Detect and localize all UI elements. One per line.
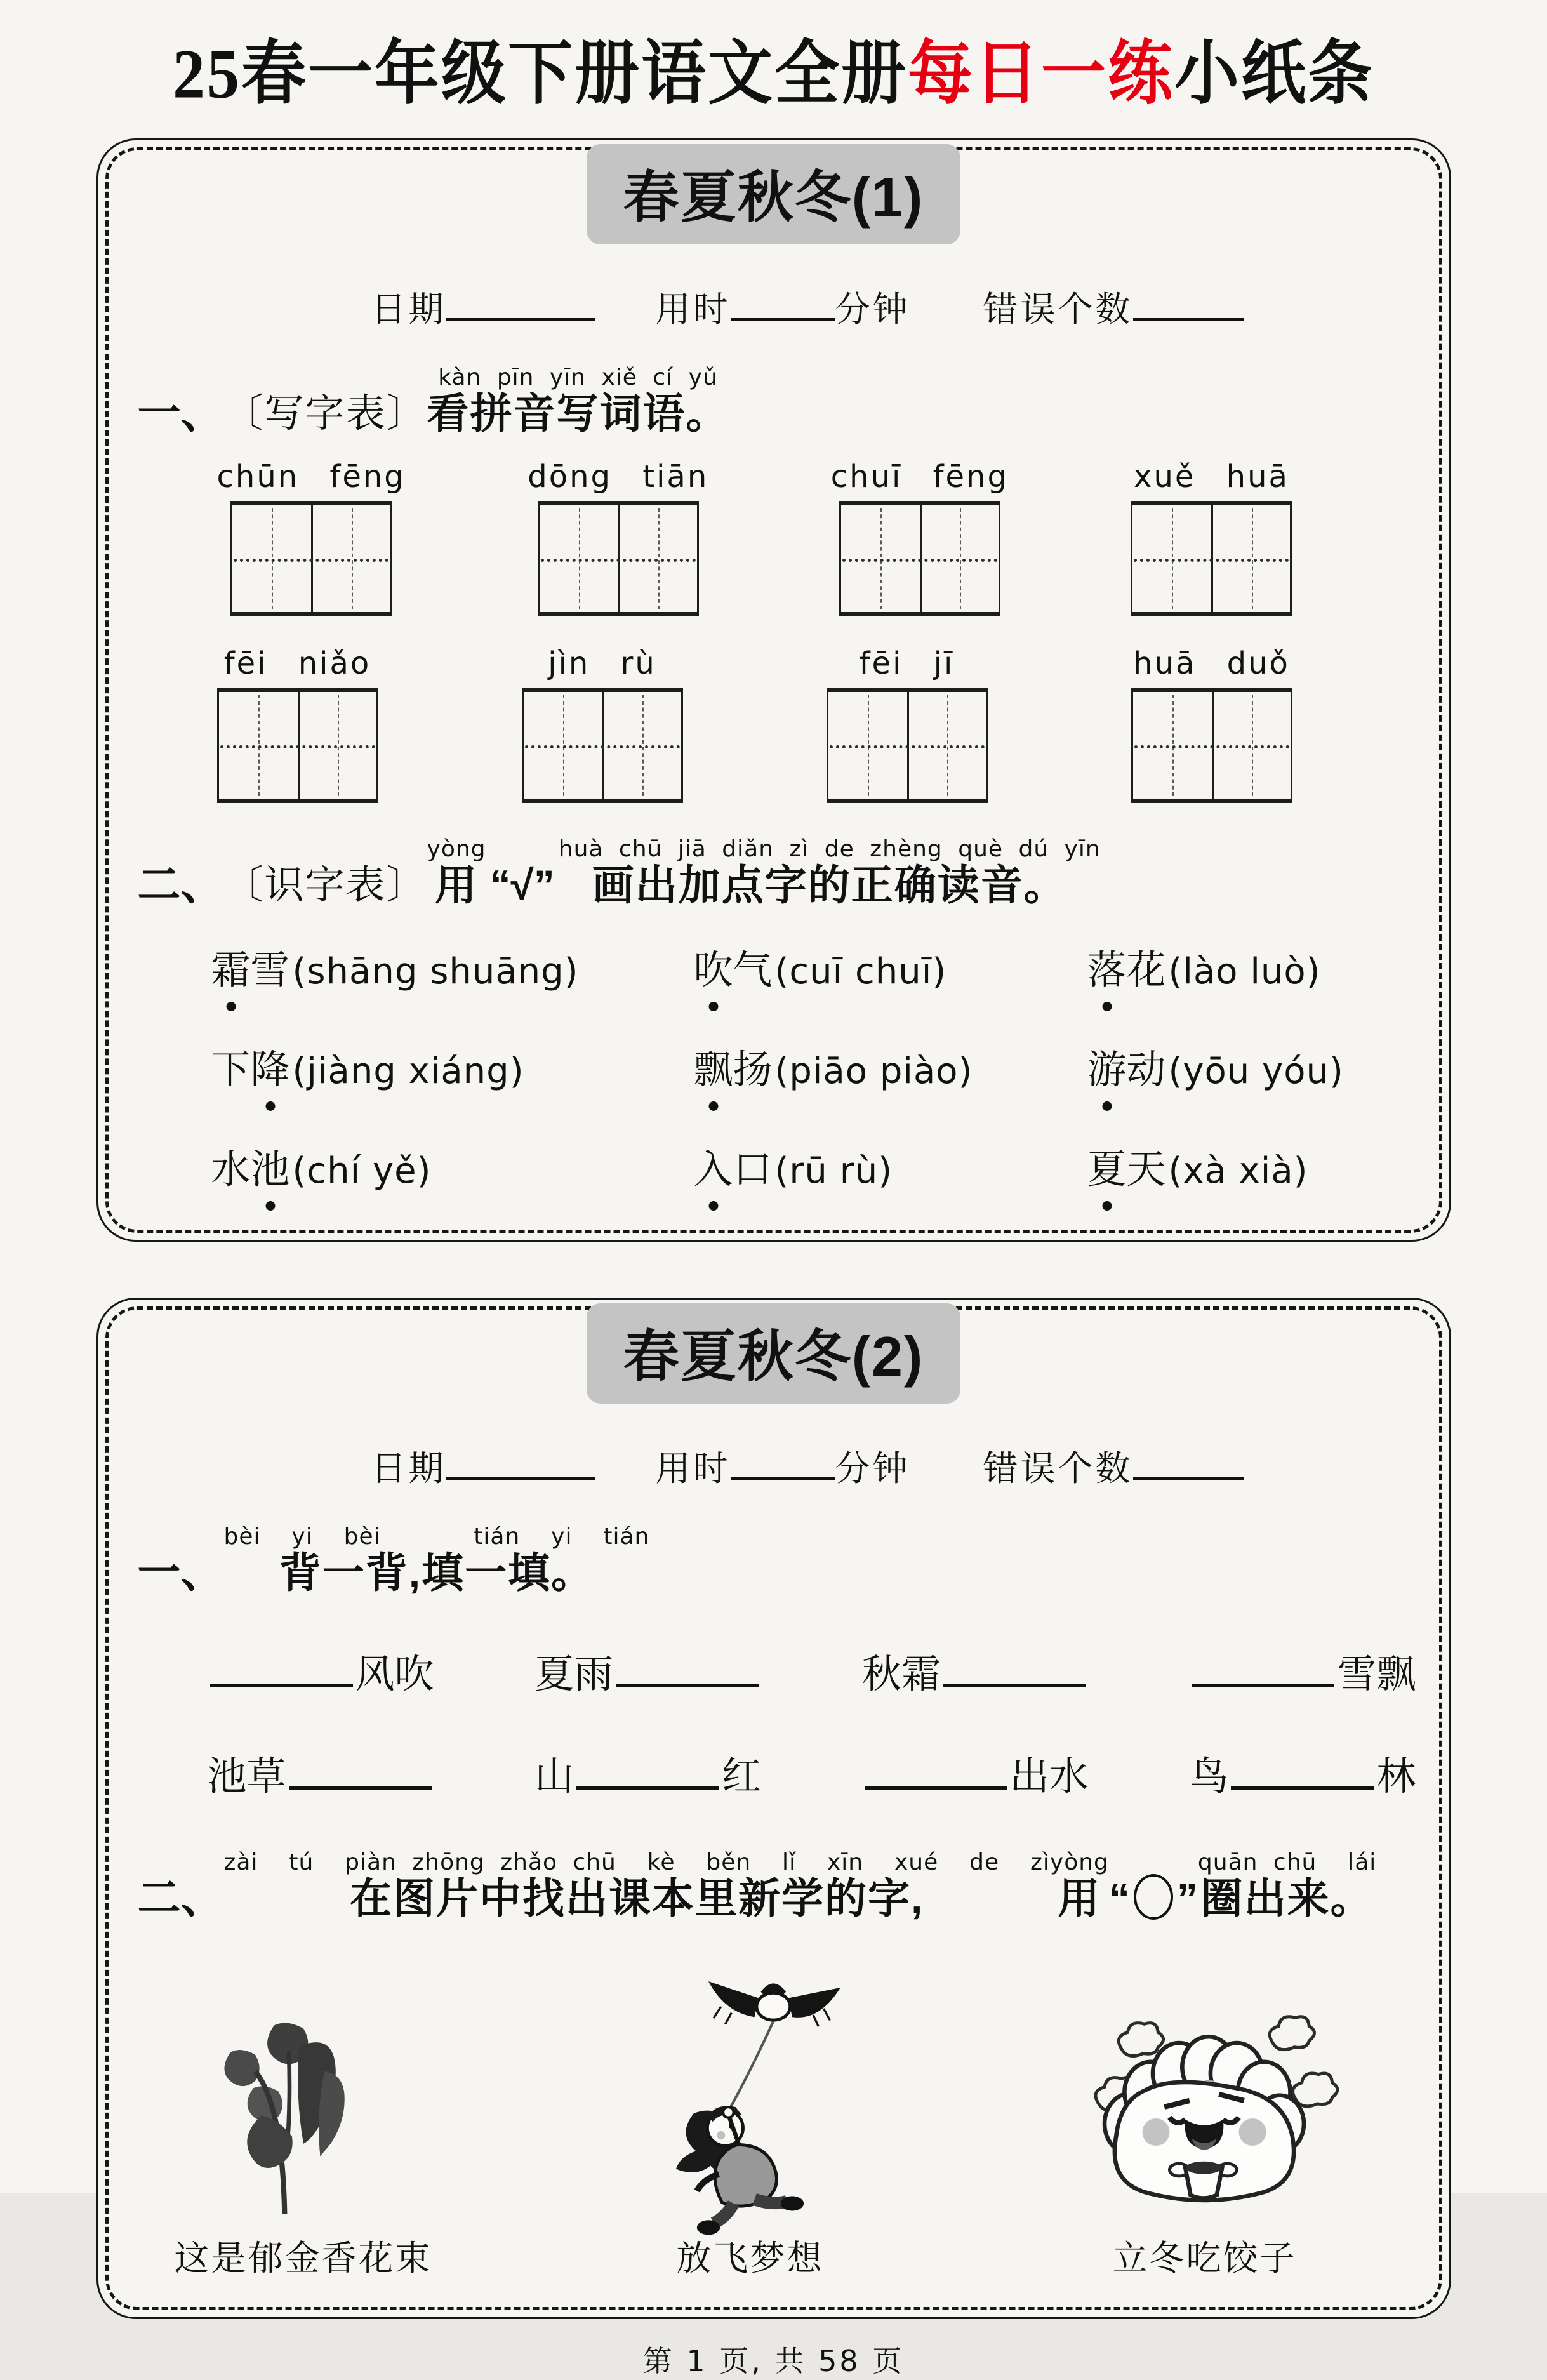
grid-cell (1133, 692, 1212, 799)
pinyin-options: (rū rù) (774, 1150, 893, 1192)
date-blank (446, 283, 595, 321)
answer-blank (210, 1649, 353, 1687)
tulip-bouquet-icon (199, 2009, 408, 2218)
fill-item (534, 1745, 761, 1801)
answer-blank (1192, 1649, 1334, 1687)
pinyin-options: (shāng shuāng) (292, 951, 579, 993)
word-char: 霜 (211, 938, 251, 995)
quote-close: ” (1176, 1874, 1198, 1922)
girl-flying-kite-icon (646, 1967, 855, 2218)
dotted-word-item (694, 1038, 1087, 1094)
recite-title-pinyin: bèi yi bèi tián yi tián (223, 1524, 650, 1550)
grid-cell (1132, 505, 1211, 612)
pinyin-options: (xà xià) (1168, 1150, 1308, 1192)
title-part-2: 小纸条 (1174, 36, 1374, 114)
grid-cell (828, 692, 907, 799)
grid-cell (1211, 505, 1290, 612)
pinyin-word-group (528, 459, 708, 616)
word-char: 天 (1126, 1148, 1166, 1192)
word-char: 雪 (250, 949, 290, 993)
circle-seg-main (224, 1851, 1050, 1922)
pinyin-options: (piāo piào) (774, 1051, 973, 1093)
word-char: 入 (694, 1138, 733, 1194)
word-char: 口 (733, 1148, 773, 1192)
fill-post: 出水 (1009, 1755, 1089, 1799)
recite-section-heading (98, 1525, 1449, 1597)
circle-seg-tail (1198, 1851, 1376, 1922)
fill-item (208, 1745, 434, 1801)
word-char: 吹 (694, 938, 733, 995)
writing-grid (1131, 501, 1292, 616)
answer-blank (943, 1649, 1086, 1687)
circle-seg-tail-pinyin: quān chū lái (1197, 1849, 1377, 1876)
meta-line-2 (98, 1440, 1449, 1491)
yong-pinyin: yòng (1049, 1849, 1109, 1876)
fill-post: 雪飘 (1337, 1653, 1416, 1697)
section2-pinyin: huà chū jiā diǎn zì de zhèng què dú yīn (558, 836, 1101, 863)
pinyin-label: fēi jī (859, 646, 955, 682)
yong-text: 用 (435, 861, 479, 908)
section1-title-pinyin: kàn pīn yīn xiě cí yǔ (438, 364, 718, 390)
word-char: 水 (211, 1148, 251, 1192)
answer-blank (289, 1752, 432, 1790)
circle-seg-main-pinyin: zài tú piàn zhōng zhǎo chū kè běn lǐ xīn xué de zì (223, 1849, 1050, 1876)
dotted-word-item (1087, 1038, 1449, 1094)
time-blank (731, 283, 835, 321)
section2-number: 二、 (137, 860, 224, 909)
section2-text: 画出加点字的正确读音。 (592, 861, 1067, 908)
dotted-word-item (211, 1038, 694, 1094)
grid-cell (841, 505, 920, 612)
pinyin-label: jìn rù (548, 646, 656, 682)
minutes-label: 分钟 (835, 1449, 910, 1489)
figure-kite (646, 1967, 855, 2280)
grid-cell (524, 692, 602, 799)
grid-cell (540, 505, 618, 612)
fill-pre: 夏雨 (534, 1653, 614, 1697)
word-char: 扬 (733, 1049, 773, 1093)
yong-text: 用 (1058, 1874, 1101, 1922)
word-char: 气 (733, 949, 773, 993)
pinyin-word-group (831, 459, 1009, 616)
answer-blank (865, 1752, 1007, 1790)
dotted-word-item (1087, 938, 1449, 995)
grid-cell (602, 692, 681, 799)
writing-grid (839, 501, 1000, 616)
pinyin-label: dōng tiān (528, 459, 709, 495)
dotted-word-item (694, 1138, 1087, 1194)
errors-label: 错误个数 (983, 1449, 1133, 1489)
errors-label: 错误个数 (983, 290, 1133, 329)
section1-title-text: 看拼音写词语。 (427, 389, 729, 437)
yong-pinyin: yòng (427, 836, 486, 863)
dotted-word-item (1087, 1138, 1449, 1194)
figures-row (98, 1948, 1449, 2280)
dotted-word-item (694, 938, 1087, 995)
grid-cell (219, 692, 298, 799)
pinyin-grid-row-2 (98, 646, 1449, 803)
pinyin-options: (chí yě) (292, 1150, 432, 1192)
time-label: 用时 (655, 1449, 731, 1489)
pinyin-word-group (1131, 646, 1292, 803)
writing-grid (230, 501, 392, 616)
lesson-badge-1: 春夏秋冬(1) (587, 144, 961, 244)
pinyin-grid-row-1 (98, 459, 1449, 616)
circle-seg-tail-text: 圈出来。 (1200, 1874, 1374, 1922)
pinyin-word-group (217, 459, 406, 616)
circle-symbol (1134, 1874, 1173, 1920)
dumpling-mascot-icon (1068, 1998, 1341, 2218)
fill-item (862, 1642, 1089, 1699)
fill-item (1189, 1745, 1416, 1801)
circle-section-heading (98, 1851, 1449, 1922)
check-mark-symbol: “√” (489, 861, 555, 908)
pinyin-options: (yōu yóu) (1168, 1051, 1344, 1093)
section1-heading (98, 366, 1449, 437)
section2-tag: 〔识字表〕 (223, 863, 427, 907)
dotted-word-items (98, 938, 1449, 1203)
circle-section-number: 二、 (137, 1873, 224, 1922)
date-blank (446, 1442, 595, 1480)
fill-pre: 鸟 (1189, 1755, 1229, 1799)
word-char: 动 (1126, 1049, 1166, 1093)
meta-line-1 (98, 281, 1449, 331)
fill-post: 林 (1376, 1755, 1416, 1799)
date-label: 日期 (371, 1449, 446, 1489)
section1-title (427, 366, 729, 437)
lesson-badge-2: 春夏秋冬(2) (587, 1303, 961, 1404)
word-char: 花 (1126, 949, 1166, 993)
time-blank (731, 1442, 835, 1480)
writing-grid (827, 688, 988, 803)
fill-pre: 秋霜 (861, 1653, 941, 1697)
pinyin-options: (jiàng xiáng) (292, 1051, 524, 1093)
fill-item (1189, 1642, 1416, 1699)
title-part-red: 每日一练 (908, 36, 1174, 114)
grid-cell (1212, 692, 1291, 799)
pinyin-word-group (827, 646, 988, 803)
word-char: 下 (211, 1049, 251, 1093)
grid-cell (907, 692, 986, 799)
fill-pre: 池草 (207, 1755, 286, 1799)
word-char: 飘 (694, 1038, 733, 1094)
grid-cell (618, 505, 697, 612)
pinyin-word-group (217, 646, 378, 803)
writing-grid (538, 501, 699, 616)
word-char: 游 (1087, 1038, 1127, 1094)
pinyin-options: (lào luò) (1168, 951, 1321, 993)
circle-seg-main-text: 在图片中找出课本里新学的字, (350, 1874, 924, 1922)
errors-blank (1133, 1442, 1244, 1480)
answer-blank (616, 1649, 759, 1687)
pinyin-label: chūn fēng (216, 459, 406, 495)
page-number: 第 1 页, 共 58 页 (642, 2344, 905, 2379)
pinyin-word-group (1131, 459, 1292, 616)
minutes-label: 分钟 (835, 290, 910, 329)
pinyin-label: xuě huā (1134, 459, 1289, 495)
fill-pre: 山 (534, 1755, 574, 1799)
section2-seg-main (559, 837, 1101, 909)
title-part-1: 25春一年级下册语文全册 (173, 36, 908, 114)
section2-seg-yong (427, 837, 486, 909)
writing-grid (217, 688, 378, 803)
fill-item (862, 1745, 1089, 1801)
section1-number: 一、 (137, 389, 224, 437)
pinyin-word-group (522, 646, 683, 803)
fill-post: 红 (722, 1755, 762, 1799)
page-title (0, 18, 1547, 118)
fill-item (534, 1642, 761, 1699)
figure-caption: 放飞梦想 (676, 2239, 824, 2278)
circle-seg-yong (1050, 1851, 1109, 1922)
writing-grid (1131, 688, 1292, 803)
fill-blank-row-2 (98, 1745, 1449, 1801)
word-char: 池 (251, 1138, 290, 1194)
fill-item (208, 1642, 434, 1699)
figure-dumpling (1068, 1998, 1341, 2280)
exercise-box-1 (96, 138, 1451, 1242)
pinyin-label: fēi niǎo (223, 646, 371, 682)
answer-blank (576, 1752, 719, 1790)
recite-title-text: 背一背,填一填。 (279, 1548, 595, 1596)
word-char: 落 (1087, 938, 1127, 995)
quote-open: “ (1108, 1874, 1130, 1922)
exercise-box-2 (96, 1298, 1451, 2319)
section2-heading (98, 837, 1449, 909)
word-char: 降 (251, 1038, 290, 1094)
figure-tulip (175, 2009, 432, 2280)
pinyin-label: huā duǒ (1133, 646, 1290, 682)
time-label: 用时 (655, 290, 731, 329)
writing-grid (522, 688, 683, 803)
pinyin-label: chuī fēng (830, 459, 1009, 495)
pinyin-options: (cuī chuī) (774, 951, 947, 993)
dotted-word-item (211, 938, 694, 995)
figure-caption: 立冬吃饺子 (1112, 2239, 1297, 2278)
figure-caption: 这是郁金香花束 (174, 2239, 432, 2278)
errors-blank (1133, 283, 1244, 321)
fill-blank-row-1 (98, 1642, 1449, 1699)
section1-tag: 〔写字表〕 (223, 392, 427, 435)
recite-section-title (224, 1525, 650, 1597)
recite-section-number: 一、 (137, 1548, 224, 1597)
answer-blank (1231, 1752, 1374, 1790)
grid-cell (311, 505, 390, 612)
fill-post: 风吹 (355, 1653, 434, 1697)
grid-cell (232, 505, 311, 612)
grid-cell (920, 505, 999, 612)
word-char: 夏 (1087, 1138, 1127, 1194)
dotted-word-item (211, 1138, 694, 1194)
date-label: 日期 (371, 290, 446, 329)
grid-cell (298, 692, 376, 799)
